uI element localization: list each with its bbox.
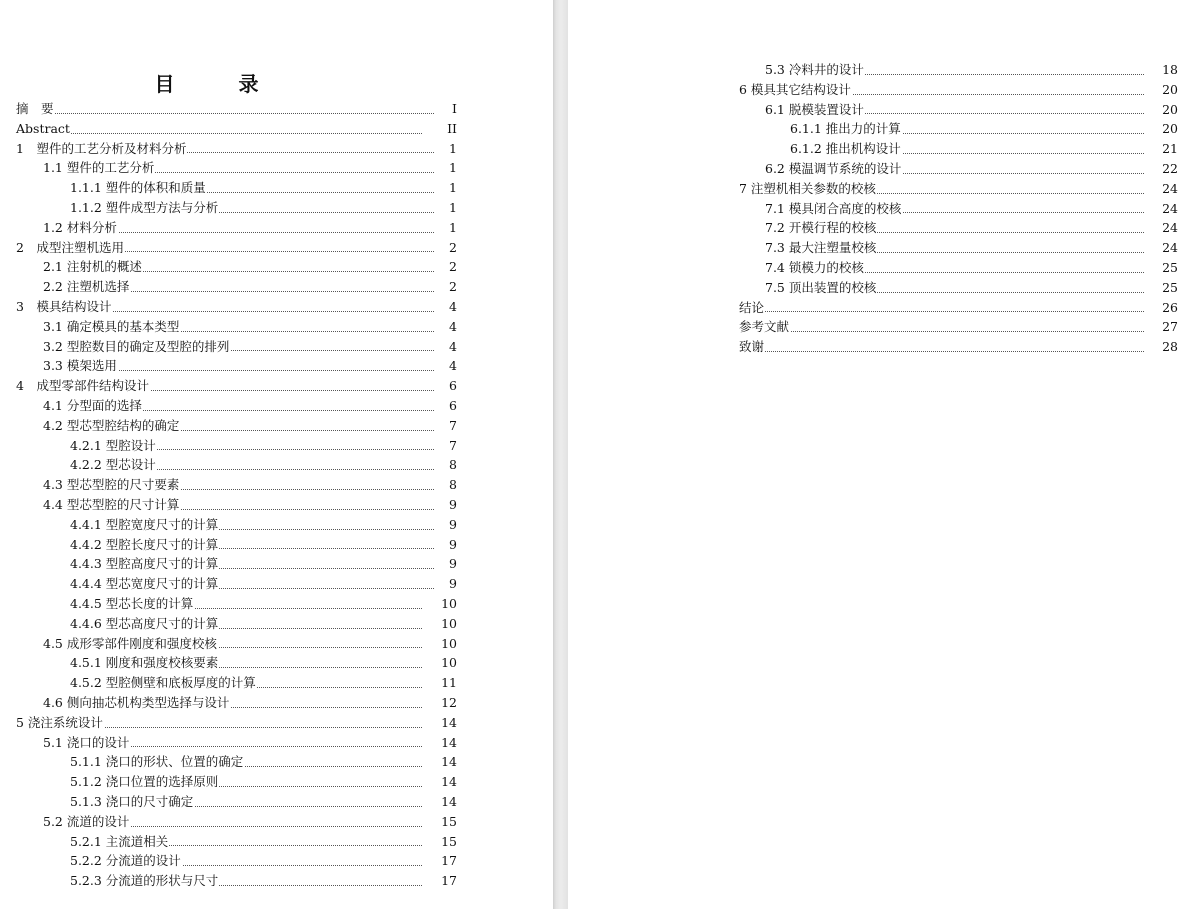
toc-entry-page: 24 xyxy=(1162,220,1178,236)
toc-entry-page: 17 xyxy=(441,853,457,869)
toc-entry-page: 24 xyxy=(1162,180,1178,196)
toc-entry-label: 4.2.1 型腔设计 xyxy=(70,436,157,456)
toc-entry-label: 参考文献 xyxy=(739,317,790,337)
toc-entry-page: 9 xyxy=(449,556,457,572)
toc-entry-label: 5 浇注系统设计 xyxy=(16,713,104,733)
toc-entry-page: 10 xyxy=(441,635,457,651)
toc-entry-page: 25 xyxy=(1162,279,1178,295)
toc-entry-page: 24 xyxy=(1162,240,1178,256)
toc-entry-page: 14 xyxy=(441,754,457,770)
toc-entry-label: 2.1 注射机的概述 xyxy=(43,257,143,277)
toc-entry-page: 4 xyxy=(449,338,457,354)
toc-entry-page: 1 xyxy=(449,200,457,215)
toc-entry-label: 7.4 锁模力的校核 xyxy=(765,258,865,278)
toc-entry-label: 3 模具结构设计 xyxy=(16,297,112,317)
toc-entry-label: 4.4.3 型腔高度尺寸的计算 xyxy=(70,554,219,574)
toc-leader-dots xyxy=(739,312,1144,332)
toc-entry-label: 4.6 侧向抽芯机构类型选择与设计 xyxy=(43,693,230,713)
toc-entry-page: 17 xyxy=(441,873,457,889)
toc-entry-page: 2 xyxy=(449,279,457,295)
toc-entry-page: 9 xyxy=(449,536,457,552)
toc-entry-label: 6.1.1 推出力的计算 xyxy=(790,119,902,139)
toc-title: 目 录 xyxy=(154,72,281,96)
toc-entry-page: 2 xyxy=(449,259,457,275)
toc-entry-label: 5.3 冷料井的设计 xyxy=(765,60,865,80)
toc-entry-label: 5.1.1 浇口的形状、位置的确定 xyxy=(70,752,244,772)
toc-entry-label: 2.2 注塑机选择 xyxy=(43,277,130,297)
toc-page-right xyxy=(568,0,1201,909)
toc-entry-page: 8 xyxy=(449,477,457,493)
toc-entry-label: 5.1 浇口的设计 xyxy=(43,733,130,753)
toc-entry-page: 14 xyxy=(441,734,457,750)
toc-entry-page: 9 xyxy=(449,516,457,532)
toc-entry-label: 4.4.6 型芯高度尺寸的计算 xyxy=(70,614,219,634)
toc-entry-label: 4.2.2 型芯设计 xyxy=(70,455,157,475)
toc-entry-page: 4 xyxy=(449,318,457,334)
toc-entry-page: 25 xyxy=(1162,260,1178,275)
toc-entry-page: 20 xyxy=(1162,81,1178,97)
toc-entry-label: 1.1.1 塑件的体积和质量 xyxy=(70,178,207,198)
toc-entry[interactable] xyxy=(0,871,553,891)
toc-entry-page: 1 xyxy=(449,160,457,176)
toc-entry-page: 14 xyxy=(441,794,457,809)
toc-entry-label: 1 塑件的工艺分析及材料分析 xyxy=(16,139,187,159)
toc-entry-label: 3.1 确定模具的基本类型 xyxy=(43,317,180,337)
toc-entry-label: 结论 xyxy=(739,298,765,318)
toc-entry-label: 5.2.3 分流道的形状与尺寸 xyxy=(70,871,219,891)
toc-entry-label: 5.1.2 浇口位置的选择原则 xyxy=(70,772,219,792)
toc-entry-page: 7 xyxy=(449,417,457,433)
toc-entry-label: 6 模具其它结构设计 xyxy=(739,80,852,100)
toc-entry-page: 12 xyxy=(441,695,457,710)
toc-leader-dots xyxy=(16,114,422,134)
toc-entry-page: 1 xyxy=(449,140,457,156)
toc-entry-label: 5.2 流道的设计 xyxy=(43,812,130,832)
toc-entry-page: 7 xyxy=(449,437,457,453)
toc-entry-page: 6 xyxy=(449,398,457,413)
toc-entry-page: 1 xyxy=(449,180,457,196)
toc-entry-page: 1 xyxy=(449,219,457,235)
toc-entry-label: 摘 要 xyxy=(16,99,55,119)
toc-entry-label: 4.4.5 型芯长度的计算 xyxy=(70,594,194,614)
toc-entry-label: 4.5 成形零部件刚度和强度校核 xyxy=(43,634,218,654)
toc-entry-page: 20 xyxy=(1162,101,1178,117)
toc-entry-label: Abstract xyxy=(16,119,71,139)
toc-leader-dots xyxy=(16,94,434,114)
toc-entry-label: 致谢 xyxy=(739,337,765,357)
toc-entry-page: 14 xyxy=(441,714,457,730)
toc-entry-page: 10 xyxy=(441,655,457,671)
toc-entry-page: 15 xyxy=(441,813,457,829)
toc-entry-label: 7.3 最大注塑量校核 xyxy=(765,238,877,258)
toc-entry-page: 27 xyxy=(1162,319,1178,335)
toc-entry-page: II xyxy=(447,120,457,136)
toc-entry-page: 26 xyxy=(1162,299,1178,315)
toc-entry-page: 10 xyxy=(441,615,457,631)
toc-entry[interactable] xyxy=(568,337,1201,357)
toc-entry-page: 10 xyxy=(441,596,457,611)
toc-entry-label: 7.1 模具闭合高度的校核 xyxy=(765,199,902,219)
toc-entry-label: 4.5.2 型腔侧壁和底板厚度的计算 xyxy=(70,673,257,693)
toc-entry-label: 6.1.2 推出机构设计 xyxy=(790,139,902,159)
toc-entry-page: 22 xyxy=(1162,161,1178,176)
toc-entry-page: 14 xyxy=(441,774,457,790)
toc-entry-label: 5.1.3 浇口的尺寸确定 xyxy=(70,792,194,812)
toc-entry-label: 1.1.2 塑件成型方法与分析 xyxy=(70,198,219,218)
toc-entry-page: 18 xyxy=(1162,62,1178,77)
toc-entry-label: 5.2.1 主流道相关 xyxy=(70,832,169,852)
toc-page-left xyxy=(0,0,553,909)
toc-entry-label: 1.1 塑件的工艺分析 xyxy=(43,158,155,178)
toc-entry-label: 4.4.2 型腔长度尺寸的计算 xyxy=(70,535,219,555)
toc-entry-label: 2 成型注塑机选用 xyxy=(16,238,125,258)
toc-entry-page: 6 xyxy=(449,378,457,394)
toc-entry-label: 4.4.4 型芯宽度尺寸的计算 xyxy=(70,574,219,594)
toc-entry-label: 1.2 材料分析 xyxy=(43,218,118,238)
toc-entry-label: 3.3 模架选用 xyxy=(43,356,118,376)
toc-entry-page: 20 xyxy=(1162,121,1178,137)
toc-entry-page: 28 xyxy=(1162,339,1178,355)
toc-entry-page: 2 xyxy=(449,239,457,255)
toc-entry-page: 15 xyxy=(441,833,457,849)
toc-entry-page: 21 xyxy=(1162,141,1178,157)
toc-entry-label: 5.2.2 分流道的设计 xyxy=(70,851,182,871)
toc-entry-label: 4.4.1 型腔宽度尺寸的计算 xyxy=(70,515,219,535)
toc-entry-label: 4.3 型芯型腔的尺寸要素 xyxy=(43,475,180,495)
toc-entry-page: 24 xyxy=(1162,200,1178,216)
toc-entry-page: 11 xyxy=(441,675,457,691)
toc-entry-page: I xyxy=(452,101,457,116)
toc-entry-page: 9 xyxy=(449,576,457,592)
toc-entry-label: 6.2 模温调节系统的设计 xyxy=(765,159,902,179)
toc-leader-dots xyxy=(739,332,1144,352)
toc-entry-page: 4 xyxy=(449,299,457,314)
toc-entry-label: 6.1 脱模装置设计 xyxy=(765,100,865,120)
toc-entry-label: 7.2 开模行程的校核 xyxy=(765,218,877,238)
toc-entry-label: 4.5.1 刚度和强度校核要素 xyxy=(70,653,219,673)
toc-entry-page: 4 xyxy=(449,358,457,374)
toc-entry-label: 4.1 分型面的选择 xyxy=(43,396,143,416)
toc-entry-label: 3.2 型腔数目的确定及型腔的排列 xyxy=(43,337,230,357)
toc-entry-label: 4.4 型芯型腔的尺寸计算 xyxy=(43,495,180,515)
toc-entry-label: 4.2 型芯型腔结构的确定 xyxy=(43,416,180,436)
toc-entry-label: 7.5 顶出装置的校核 xyxy=(765,278,877,298)
toc-entry-page: 9 xyxy=(449,497,457,512)
toc-entry-label: 7 注塑机相关参数的校核 xyxy=(739,179,877,199)
toc-entry-page: 8 xyxy=(449,457,457,473)
toc-entry-label: 4 成型零部件结构设计 xyxy=(16,376,150,396)
page-gutter xyxy=(553,0,568,909)
